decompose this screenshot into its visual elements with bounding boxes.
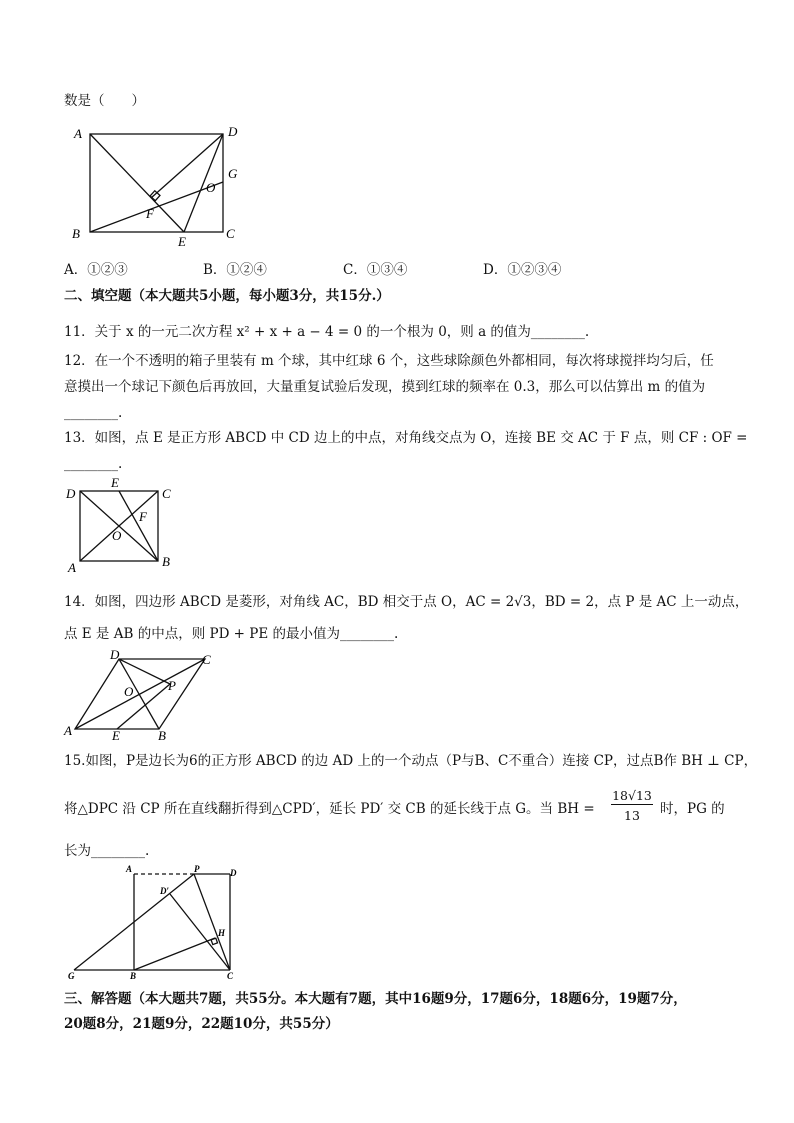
q14-figure bbox=[62, 647, 222, 743]
q13-label-f: F bbox=[139, 509, 147, 524]
q12-line2: 意摸出一个球记下颜色后再放回，大量重复试验后发现，摸到红球的频率在 0.3，那么可以估算出 m 的值为 bbox=[64, 379, 706, 395]
q15-line1: 15.如图，P是边长为6的正方形 ABCD 的边 AD 上的一个动点（P与B、C不重合）连接 CP，过点B作 BH ⊥ CP， bbox=[64, 753, 758, 769]
q13-figure bbox=[62, 476, 182, 576]
q10-option-d: D．①②③④ bbox=[483, 262, 562, 278]
q13-line2: ________. bbox=[64, 456, 123, 472]
q10-label-c: C bbox=[226, 226, 235, 241]
q10-label-o: O bbox=[206, 180, 216, 195]
q14-label-c: C bbox=[202, 652, 211, 667]
q15-label-a: A bbox=[126, 864, 133, 874]
q14-label-a: A bbox=[64, 723, 72, 738]
q15-line-bh bbox=[134, 938, 215, 970]
q13-label-a: A bbox=[68, 560, 76, 575]
section2-header: 二、填空题（本大题共5小题，每小题3分，共15分.） bbox=[64, 288, 390, 304]
q10-label-b: B bbox=[72, 226, 80, 241]
q10-label-a: A bbox=[74, 126, 82, 141]
q15-label-d: D bbox=[230, 868, 237, 878]
q10-line-bg bbox=[90, 182, 223, 232]
q14-label-o: O bbox=[124, 684, 134, 699]
q15-line2-pre: 将△DPC 沿 CP 所在直线翻折得到△CPD′，延长 PD′ 交 CB 的延长线于点 G。当 BH = bbox=[64, 801, 595, 817]
q15-figure bbox=[62, 864, 252, 984]
q14-label-b: B bbox=[158, 728, 166, 743]
q14-line1: 14．如图，四边形 ABCD 是菱形，对角线 AC，BD 相交于点 O，AC = 2√3，BD = 2，点 P 是 AC 上一动点， bbox=[64, 594, 749, 610]
q12-line3: ________. bbox=[64, 405, 123, 421]
q10-option-a: A．①②③ bbox=[64, 262, 128, 278]
q15-label-h: H bbox=[218, 928, 226, 938]
q10-label-f: F bbox=[146, 206, 154, 221]
q10-right-angle-mark bbox=[150, 191, 160, 201]
q15-line-pc bbox=[194, 874, 230, 970]
q14-label-e: E bbox=[112, 728, 120, 743]
q10-line-ae bbox=[90, 134, 184, 232]
q10-figure bbox=[66, 122, 256, 250]
q14-line2: 点 E 是 AB 的中点，则 PD + PE 的最小值为________. bbox=[64, 626, 399, 642]
q15-label-b: B bbox=[130, 971, 137, 981]
q10-tail: 数是（ ） bbox=[64, 93, 145, 109]
section3-line1: 三、解答题（本大题共7题，共55分。本大题有7题，其中16题9分，17题6分，18题6分，19题7分， bbox=[64, 991, 687, 1007]
q15-label-g: G bbox=[68, 971, 75, 981]
q10-label-g: G bbox=[228, 166, 238, 181]
q14-label-d: D bbox=[110, 647, 120, 662]
q15-line3: 长为________. bbox=[64, 843, 150, 859]
q15-fraction-numerator: 18√13 bbox=[612, 788, 652, 803]
q15-label-p: P bbox=[194, 864, 200, 874]
q15-label-c: C bbox=[227, 971, 234, 981]
q15-line2-post: 时，PG 的 bbox=[660, 801, 725, 817]
q10-label-e: E bbox=[178, 234, 186, 249]
q13-label-e: E bbox=[111, 475, 119, 490]
q13-line1: 13．如图，点 E 是正方形 ABCD 中 CD 边上的中点，对角线交点为 O，连接 BE 交 AC 于 F 点，则 CF : OF = bbox=[64, 430, 748, 446]
q15-label-d-prime: D′ bbox=[160, 886, 170, 896]
q13-label-d: D bbox=[66, 486, 76, 501]
q13-line-be bbox=[119, 491, 158, 561]
q13-label-b: B bbox=[162, 554, 170, 569]
q12-line1: 12．在一个不透明的箱子里装有 m 个球，其中红球 6 个，这些球除颜色外都相同，每次将球搅拌均匀后，任 bbox=[64, 353, 714, 369]
q11-text: 11．关于 x 的一元二次方程 x² + x + a − 4 = 0 的一个根为 0，则 a 的值为________. bbox=[64, 324, 590, 340]
q10-option-c: C．①③④ bbox=[343, 262, 408, 278]
q10-line-de bbox=[184, 134, 223, 232]
q15-right-angle-mark bbox=[211, 938, 217, 944]
q15-fraction-denominator: 13 bbox=[624, 808, 640, 823]
q14-label-p: P bbox=[168, 678, 176, 693]
q13-label-o: O bbox=[112, 528, 122, 543]
q13-label-c: C bbox=[162, 486, 171, 501]
q10-label-d: D bbox=[228, 124, 238, 139]
q10-option-b: B．①②④ bbox=[203, 262, 267, 278]
section3-line2: 20题8分，21题9分，22题10分，共55分） bbox=[64, 1016, 339, 1032]
